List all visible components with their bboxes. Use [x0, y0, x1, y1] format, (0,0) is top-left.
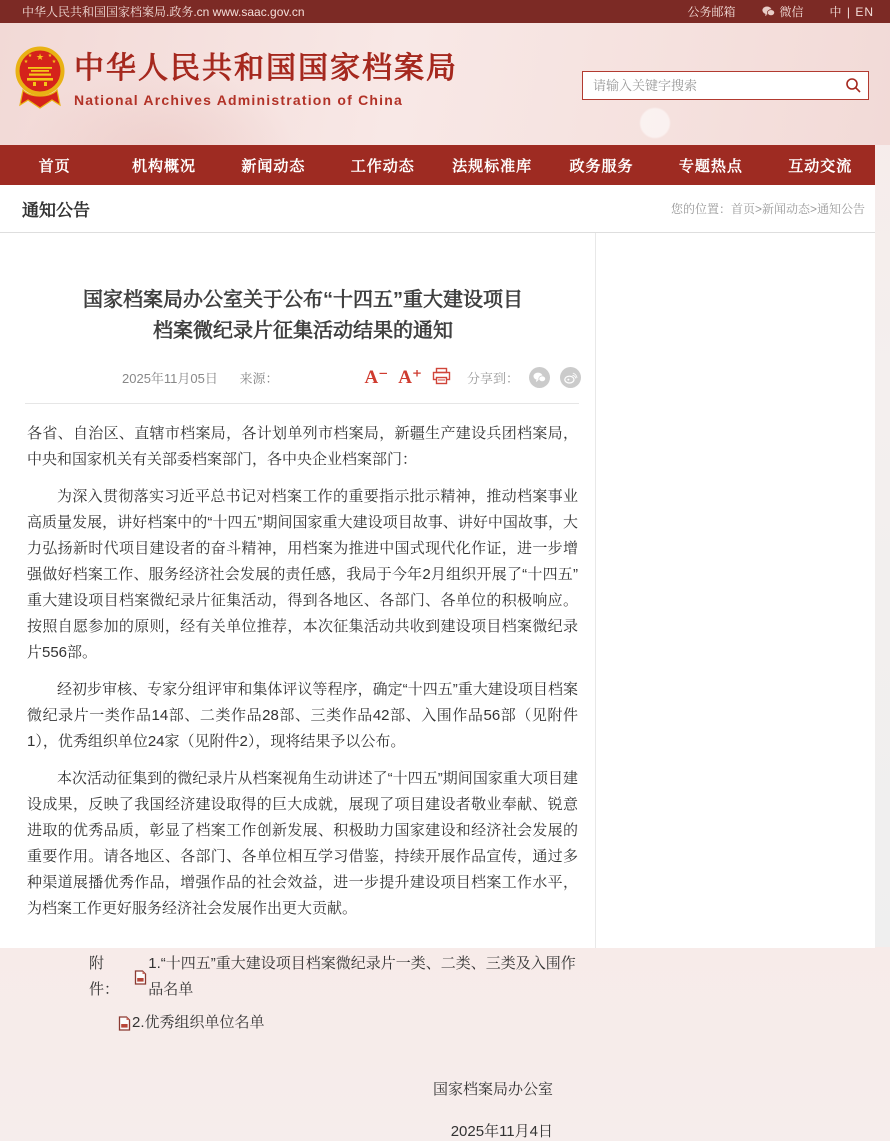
share-wechat-icon: [533, 372, 546, 383]
nav-item-work[interactable]: 工作动态: [350, 157, 415, 175]
font-decrease-button[interactable]: A⁻: [364, 367, 389, 388]
signature-date: 2025年11月4日: [450, 1123, 553, 1140]
printer-icon: [432, 367, 451, 385]
breadcrumb: [671, 200, 865, 217]
paragraph-background: 为深入贯彻落实习近平总书记对档案工作的重要指示批示精神，推动档案事业高质量发展，讲好档案中的“十四五”期间国家重大建设项目故事、讲好中国故事，大力弘扬新时代项目建设者的奋斗精神，用档案为推进中国式现代化作证，进一步增强做好档案工作、服务经济社会发展的责任感，我局于今年2月组织开展了“十四五”重大建设项目档案微纪录片征集活动，得到各地区、各部门、各单位的积极响应。按照自愿参加的原则，经有关单位推荐，本次征集活动共收到建设项目档案微纪录片556部。: [27, 488, 578, 661]
print-button[interactable]: [432, 367, 451, 388]
site-search: [582, 71, 869, 100]
paragraph-salutation: 各省、自治区、直辖市档案局，各计划单列市档案局，新疆生产建设兵团档案局，中央和国家机关有关部委档案部门，各中央企业档案部门：: [27, 425, 578, 468]
nav-item-about[interactable]: 机构概况: [132, 157, 197, 175]
wechat-link[interactable]: 微信: [762, 3, 804, 20]
share-weibo-button[interactable]: [560, 367, 581, 388]
nav-item-services[interactable]: 政务服务: [569, 157, 634, 175]
share-label: 分享到：: [466, 371, 519, 386]
nav-item-home[interactable]: 首页: [38, 157, 71, 175]
article-body: [25, 404, 581, 922]
attachment-link-1[interactable]: 1.“十四五”重大建设项目档案微纪录片一类、二类、三类及入围作品名单: [148, 955, 576, 998]
article: [14, 233, 596, 1140]
nav-item-news[interactable]: 新闻动态: [241, 157, 306, 175]
share-weibo-icon: [564, 372, 577, 384]
site-url-text: 中华人民共和国国家档案局.政务.cn www.saac.gov.cn: [22, 5, 305, 19]
breadcrumb-bar: [0, 185, 875, 233]
wechat-icon: [762, 6, 775, 17]
attachment-file-icon: [134, 970, 147, 985]
breadcrumb-path[interactable]: 首页>新闻动态>通知公告: [730, 202, 865, 216]
svg-text:★: ★: [51, 59, 57, 65]
font-increase-button[interactable]: A⁺: [398, 367, 422, 388]
site-brand[interactable]: [15, 45, 458, 113]
nav-item-interaction[interactable]: 互动交流: [788, 157, 853, 175]
article-title: 国家档案局办公室关于公布“十四五”重大建设项目 档案微纪录片征集活动结果的通知: [83, 289, 523, 342]
search-button[interactable]: [838, 72, 868, 99]
section-title: 通知公告: [22, 201, 90, 220]
site-title-en: National Archives Administration of China: [74, 92, 403, 108]
breadcrumb-label: 您的位置：: [670, 202, 731, 216]
attachments-label: 附件：: [89, 955, 120, 998]
nav-item-regulations[interactable]: 法规标准库: [452, 157, 533, 175]
attachment-row-1: [89, 951, 581, 1003]
attachment-file-icon: [118, 1016, 131, 1031]
nav-row: [0, 145, 890, 185]
main-nav: [0, 145, 875, 185]
svg-text:★: ★: [47, 53, 53, 59]
search-icon: [845, 77, 862, 94]
article-signature: [25, 1078, 581, 1141]
svg-text:★: ★: [23, 59, 29, 65]
nav-item-topics[interactable]: 专题热点: [678, 157, 743, 175]
signature-org: 国家档案局办公室: [432, 1081, 553, 1098]
search-input[interactable]: [583, 78, 838, 93]
svg-text:★: ★: [35, 52, 45, 62]
attachment-row-2: [116, 1010, 581, 1036]
article-meta: [25, 367, 581, 388]
language-switch[interactable]: 中 | EN: [829, 5, 874, 19]
publish-date: 2025年11月05日: [122, 371, 218, 386]
official-mail-link[interactable]: 公务邮箱: [687, 5, 736, 19]
paragraph-results: 经初步审核、专家分组评审和集体评议等程序，确定“十四五”重大建设项目档案微纪录片一类作品14部、二类作品28部、三类作品42部、入围作品56部（见附件1），优秀组织单位24家（见附件2），现将结果予以公布。: [27, 681, 578, 750]
svg-text:★: ★: [27, 53, 33, 59]
source-label: 来源：: [239, 371, 279, 386]
paragraph-significance: 本次活动征集到的微纪录片从档案视角生动讲述了“十四五”期间国家重大项目建设成果，反映了我国经济建设取得的巨大成就，展现了项目建设者敬业奉献、锐意进取的优秀品质，彰显了档案工作创新发展、积极助力国家建设和经济社会发展的重要作用。请各地区、各部门、各单位相互学习借鉴，持续开展作品宣传，通过多种渠道展播优秀作品，增强作品的社会效益，进一步提升建设项目档案工作水平，为档案工作更好服务经济社会发展作出更大贡献。: [27, 770, 578, 917]
top-utility-bar: [0, 0, 890, 23]
share-wechat-button[interactable]: [529, 367, 550, 388]
national-emblem-logo: [15, 45, 65, 113]
site-banner: [0, 23, 890, 145]
attachments-section: [25, 951, 581, 1036]
attachment-link-2[interactable]: 2.优秀组织单位名单: [132, 1014, 265, 1031]
content-area: [0, 233, 875, 1140]
site-title-zh: 中华人民共和国国家档案局: [74, 52, 458, 85]
